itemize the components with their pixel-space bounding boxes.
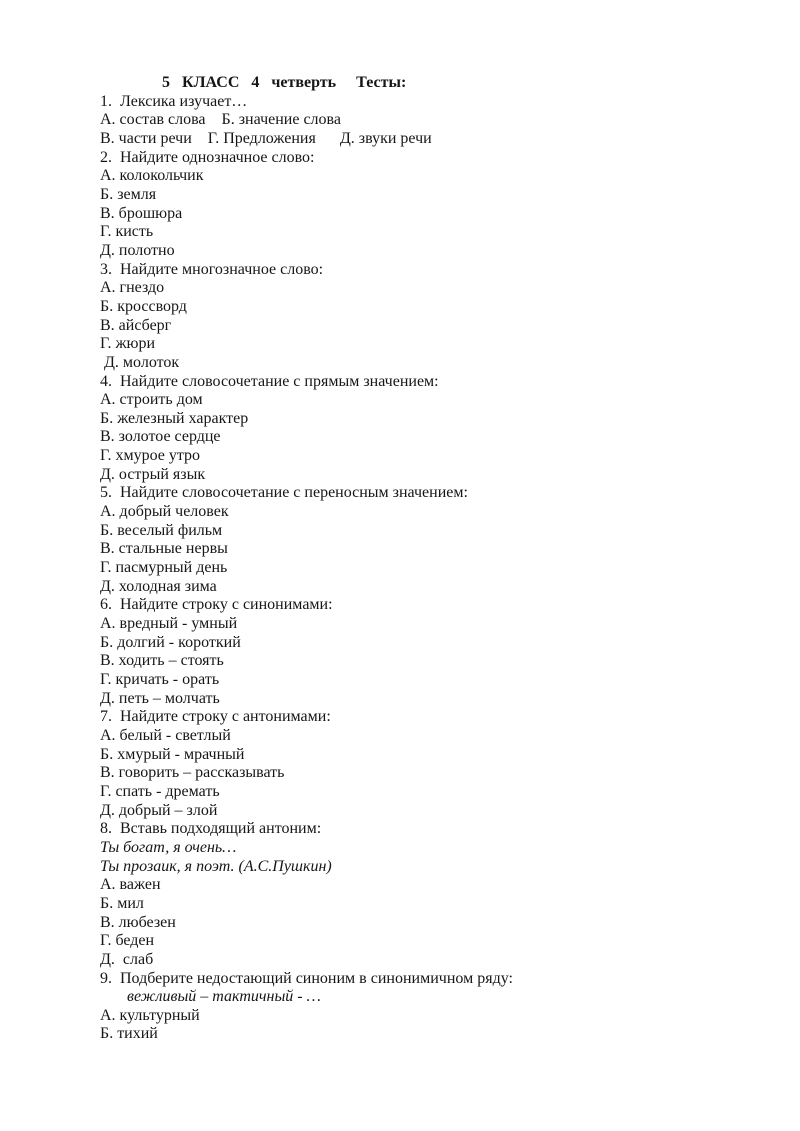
- answer-option: Г. жюри: [100, 335, 156, 353]
- answer-option: А. культурный: [100, 1006, 200, 1024]
- question-2: [100, 149, 740, 261]
- answer-option: А. важен: [100, 876, 161, 894]
- answer-option: А. строить дом: [100, 391, 203, 409]
- question-8: [100, 820, 740, 969]
- quote-line: Ты прозаик, я поэт. (А.С.Пушкин): [100, 857, 332, 875]
- answer-option: В. говорить – рассказывать: [100, 764, 285, 782]
- answer-option: Б. тихий: [100, 1025, 158, 1043]
- answer-option: Г. кричать - орать: [100, 671, 220, 688]
- answer-option: А. гнездо: [100, 279, 165, 297]
- answer-option: Д. добрый – злой: [100, 801, 218, 819]
- answer-option: Г. беден: [100, 932, 155, 950]
- answer-option: Б. долгий - короткий: [100, 633, 241, 651]
- answer-option: А. белый - светлый: [100, 726, 231, 744]
- questions-list: [100, 93, 740, 1044]
- question-prompt: 8. Вставь подходящий антоним:: [100, 820, 322, 838]
- question-prompt: 9. Подберите недостающий синоним в синонимичном ряду:: [100, 969, 513, 987]
- answer-option-row: В. части речи Г. Предложения Д. звуки речи: [100, 129, 432, 147]
- answer-option: Г. кисть: [100, 223, 154, 241]
- quote-line: Ты богат, я очень…: [100, 838, 237, 856]
- answer-option: Б. железный характер: [100, 409, 249, 427]
- answer-option: Г. пасмурный день: [100, 559, 228, 577]
- answer-option: В. ходить – стоять: [100, 652, 224, 670]
- answer-option: В. золотое сердце: [100, 428, 221, 446]
- answer-option: Д. холодная зима: [100, 577, 217, 595]
- answer-option: Б. земля: [100, 185, 157, 203]
- answer-option: В. айсберг: [100, 316, 172, 334]
- question-4: [100, 373, 740, 485]
- question-6: [100, 596, 740, 708]
- question-prompt: 6. Найдите строку с синонимами:: [100, 596, 333, 614]
- answer-option: Б. веселый фильм: [100, 521, 223, 539]
- question-prompt: 1. Лексика изучает…: [100, 92, 248, 110]
- answer-option: Г. спать - дремать: [100, 782, 220, 800]
- question-1: [100, 93, 740, 149]
- question-3: [100, 261, 740, 373]
- answer-option: Д. молоток: [100, 353, 180, 371]
- question-9: [100, 970, 740, 1045]
- answer-option: А. колокольчик: [100, 167, 204, 185]
- question-prompt: 3. Найдите многозначное слово:: [100, 260, 324, 278]
- answer-option: В. брошюра: [100, 204, 183, 222]
- answer-option: Б. хмурый - мрачный: [100, 745, 245, 763]
- answer-option: Д. петь – молчать: [100, 689, 220, 707]
- answer-option-row: А. состав слова Б. значение слова: [100, 111, 341, 129]
- answer-option: Б. кроссворд: [100, 297, 187, 315]
- synonym-row: вежливый – тактичный - …: [127, 988, 321, 1006]
- question-prompt: 7. Найдите строку с антонимами:: [100, 708, 331, 726]
- answer-option: Д. полотно: [100, 241, 175, 259]
- answer-option: Г. хмурое утро: [100, 447, 201, 465]
- answer-option: Д. слаб: [100, 950, 154, 968]
- answer-option: В. стальные нервы: [100, 540, 228, 558]
- answer-option: Д. острый язык: [100, 465, 206, 483]
- question-5: [100, 484, 740, 596]
- answer-option: В. любезен: [100, 913, 176, 931]
- answer-option: А. добрый человек: [100, 503, 229, 521]
- answer-option: А. вредный - умный: [100, 615, 238, 633]
- question-prompt: 5. Найдите словосочетание с переносным значением:: [100, 484, 468, 502]
- answer-option: Б. мил: [100, 894, 144, 912]
- question-prompt: 4. Найдите словосочетание с прямым значением:: [100, 372, 439, 390]
- page-title: 5 КЛАСС 4 четверть Тесты:: [162, 74, 407, 91]
- question-7: [100, 708, 740, 820]
- question-prompt: 2. Найдите однозначное слово:: [100, 148, 315, 166]
